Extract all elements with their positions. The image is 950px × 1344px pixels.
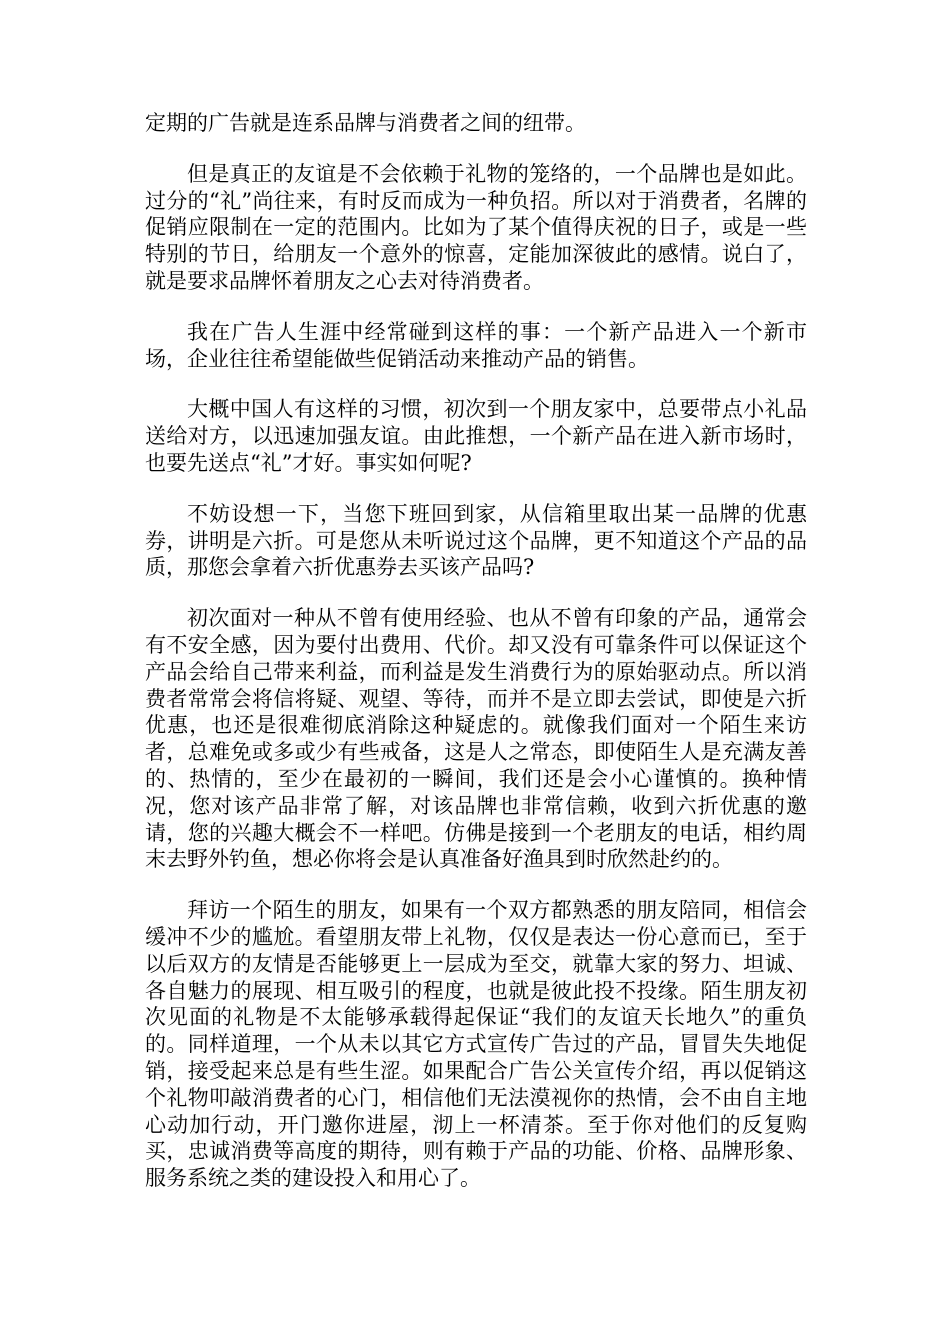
paragraph: 初次面对一种从不曾有使用经验、也从不曾有印象的产品，通常会有不安全感，因为要付出费用、代价。却又没有可靠条件可以保证这个产品会给自己带来利益，而利益是发生消费行为的原始驱动点。所以消费者常常会将信将疑、观望、等待，而并不是立即去尝试，即使是六折优惠，也还是很难彻底消除这种疑虑的。就像我们面对一个陌生来访者，总难免或多或少有些戒备，这是人之常态，即使陌生人是充满友善的、热情的，至少在最初的一瞬间，我们还是会小心谨慎的。换种情况，您对该产品非常了解，对该品牌也非常信赖，收到六折优惠的邀请，您的兴趣大概会不一样吧。仿佛是接到一个老朋友的电话，相约周末去野外钓鱼，想必你将会是认真准备好渔具到时欣然赴约的。 — [145, 606, 807, 872]
paragraph: 不妨设想一下，当您下班回到家，从信箱里取出某一品牌的优惠券，讲明是六折。可是您从未听说过这个品牌，更不知道这个产品的品质，那您会拿着六折优惠券去买该产品吗? — [145, 501, 807, 580]
paragraph: 拜访一个陌生的朋友，如果有一个双方都熟悉的朋友陪同，相信会缓冲不少的尴尬。看望朋友带上礼物，仅仅是表达一份心意而已，至于以后双方的友情是否能够更上一层成为至交，就靠大家的努力、坦诚、各自魅力的展现、相互吸引的程度，也就是彼此投不投缘。陌生朋友初次见面的礼物是不太能够承载得起保证“我们的友谊天长地久”的重负的。同样道理，一个从未以其它方式宣传广告过的产品，冒冒失失地促销，接受起来总是有些生涩。如果配合广告公关宣传介绍，再以促销这个礼物叩敲消费者的心门，相信他们无法漠视你的热情，会不由自主地心动加行动，开门邀你进屋，沏上一杯清茶。至于你对他们的反复购买，忠诚消费等高度的期待，则有赖于产品的功能、价格、品牌形象、服务系统之类的建设投入和用心了。 — [145, 898, 807, 1191]
paragraph: 我在广告人生涯中经常碰到这样的事：一个新产品进入一个新市场，企业往往希望能做些促销活动来推动产品的销售。 — [145, 319, 807, 371]
paragraph: 但是真正的友谊是不会依赖于礼物的笼络的，一个品牌也是如此。过分的“礼”尚往来，有时反而成为一种负招。所以对于消费者，名牌的促销应限制在一定的范围内。比如为了某个值得庆祝的日子，或是一些特别的节日，给朋友一个意外的惊喜，定能加深彼此的感情。说白了，就是要求品牌怀着朋友之心去对待消费者。 — [145, 161, 807, 293]
paragraph: 大概中国人有这样的习惯，初次到一个朋友家中，总要带点小礼品送给对方，以迅速加强友谊。由此推想，一个新产品在进入新市场时，也要先送点“礼”才好。事实如何呢? — [145, 397, 807, 475]
document-page — [145, 110, 807, 1216]
paragraph: 定期的广告就是连系品牌与消费者之间的纽带。 — [145, 111, 586, 135]
